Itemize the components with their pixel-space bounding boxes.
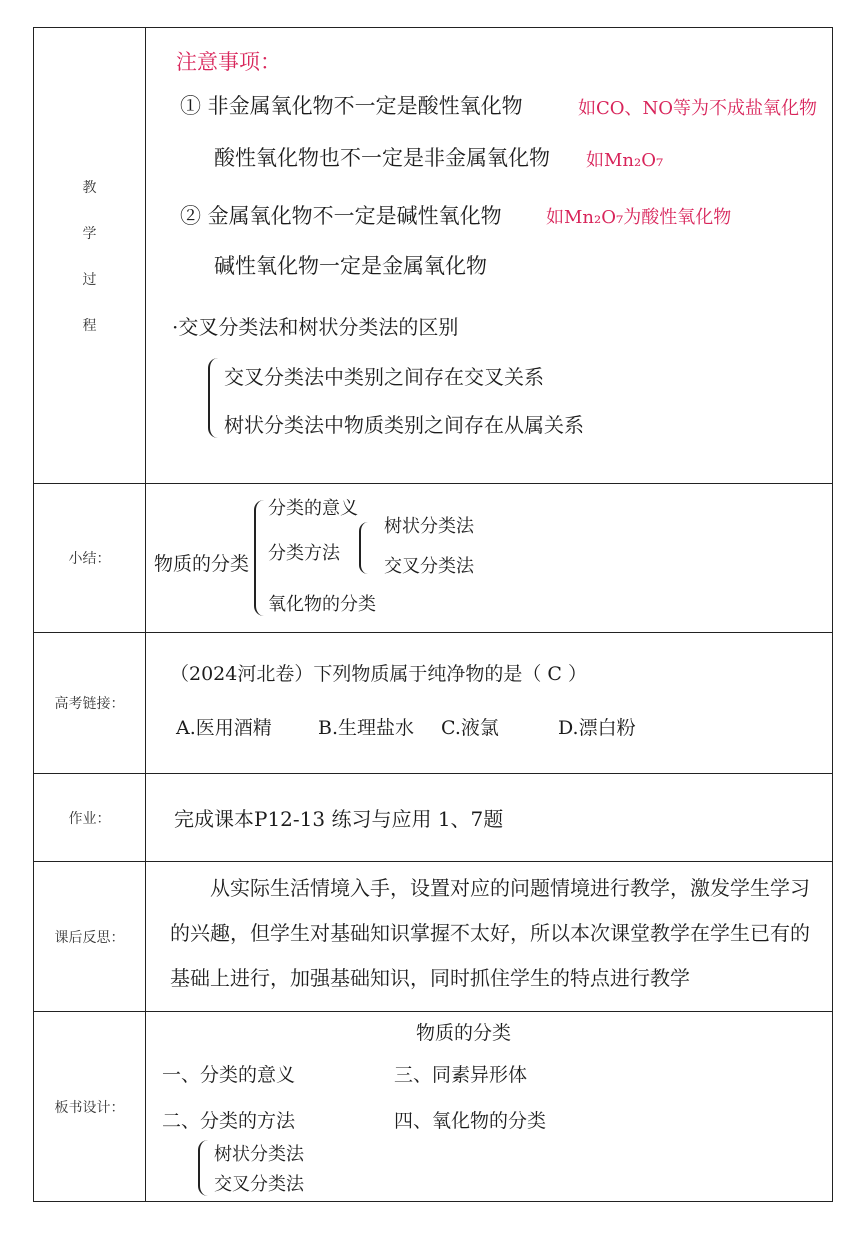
notes-title: 注意事项： <box>176 50 281 74</box>
label-reflection <box>34 862 146 1011</box>
label-exam-link <box>34 633 146 773</box>
note-item1-line1: ① 非金属氧化物不一定是酸性氧化物 <box>180 94 523 118</box>
summary-tree: 树状分类法 <box>384 516 474 537</box>
board-section-4: 四、氧化物的分类 <box>394 1110 547 1132</box>
board-brace <box>198 1140 208 1196</box>
board-tree: 树状分类法 <box>214 1144 304 1165</box>
difference-bullet: ·交叉分类法和树状分类法的区别 <box>172 315 459 339</box>
label-char: 程 <box>82 317 97 334</box>
difference-cross: 交叉分类法中类别之间存在交叉关系 <box>224 365 544 389</box>
exam-option-a: A.医用酒精 <box>176 717 272 739</box>
label-teaching-process <box>34 28 146 483</box>
board-section-3: 三、同素异形体 <box>394 1064 528 1086</box>
label-summary <box>34 484 146 632</box>
note-item1-line2-example: 如Mn₂O₇ <box>586 150 664 171</box>
exam-question: （2024河北卷）下列物质属于纯净物的是（ C ） <box>170 663 587 685</box>
content-reflection <box>146 862 832 1011</box>
summary-label: 小结： <box>68 551 111 567</box>
board-label: 板书设计： <box>54 1099 125 1116</box>
content-teaching-process <box>146 28 832 483</box>
summary-cross: 交叉分类法 <box>384 556 474 577</box>
summary-root: 物质的分类 <box>154 553 250 575</box>
exam-label: 高考链接： <box>54 696 125 712</box>
row-homework <box>33 774 833 862</box>
content-summary <box>146 484 832 632</box>
row-exam-link <box>33 633 833 774</box>
summary-methods: 分类方法 <box>268 543 340 564</box>
note-item2-line2: 碱性氧化物一定是金属氧化物 <box>214 254 487 278</box>
board-cross: 交叉分类法 <box>214 1174 304 1195</box>
label-board-design <box>34 1012 146 1201</box>
row-board-design <box>33 1012 833 1202</box>
summary-oxide: 氧化物的分类 <box>268 594 376 615</box>
lesson-plan-table <box>33 27 833 1202</box>
label-char: 过 <box>82 271 97 288</box>
row-reflection <box>33 862 833 1012</box>
label-char: 学 <box>82 225 97 242</box>
label-homework <box>34 774 146 861</box>
board-section-1: 一、分类的意义 <box>162 1064 296 1086</box>
label-char: 教 <box>82 179 97 196</box>
board-title: 物质的分类 <box>416 1022 512 1044</box>
exam-option-d: D.漂白粉 <box>558 717 636 739</box>
homework-label: 作业： <box>68 810 111 827</box>
note-item1-example: 如CO、NO等为不成盐氧化物 <box>578 98 818 119</box>
note-item2-example: 如Mn₂O₇为酸性氧化物 <box>546 207 732 228</box>
note-item1-line2: 酸性氧化物也不一定是非金属氧化物 <box>214 146 550 170</box>
difference-brace <box>208 358 218 438</box>
summary-meaning: 分类的意义 <box>268 498 358 519</box>
reflection-text: 从实际生活情境入手，设置对应的问题情境进行教学，激发学生学习的兴趣，但学生对基础知识掌握不太好，所以本次课堂教学在学生已有的基础上进行，加强基础知识，同时抓住学生的特点进行教学 <box>170 876 810 990</box>
reflection-label: 课后反思： <box>54 929 125 946</box>
content-board-design <box>146 1012 832 1201</box>
row-teaching-process <box>33 27 833 484</box>
homework-text: 完成课本P12-13 练习与应用 1、7题 <box>174 807 504 831</box>
summary-brace-methods <box>359 522 368 574</box>
content-exam-link <box>146 633 832 773</box>
summary-brace-main <box>254 500 265 616</box>
row-summary <box>33 484 833 633</box>
board-section-2: 二、分类的方法 <box>162 1110 296 1132</box>
exam-option-c: C.液氯 <box>441 717 499 739</box>
exam-option-b: B.生理盐水 <box>318 717 415 739</box>
note-item2-line1: ② 金属氧化物不一定是碱性氧化物 <box>180 204 502 228</box>
content-homework <box>146 774 832 861</box>
difference-tree: 树状分类法中物质类别之间存在从属关系 <box>224 413 584 437</box>
